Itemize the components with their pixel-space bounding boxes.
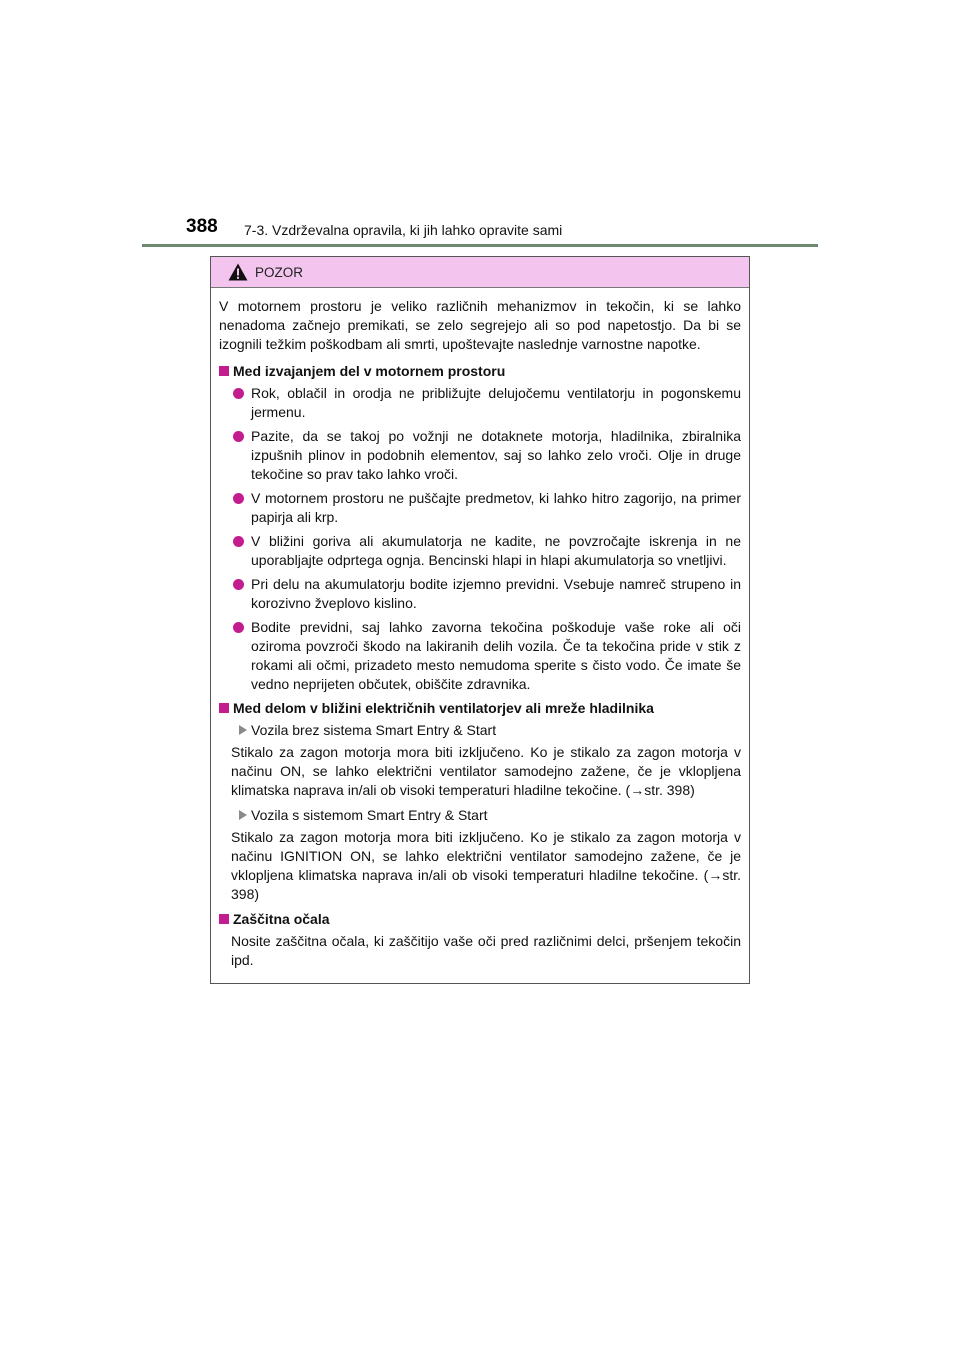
page-number: 388 — [186, 216, 218, 237]
section-title: 7-3. Vzdrževalna opravila, ki jih lahko opravite sami — [244, 222, 563, 238]
safety-glasses-text: Nosite zaščitna očala, ki zaščitijo vaše oči pred različnimi delci, pršenjem tekočin ipd. — [231, 933, 741, 968]
circle-bullet-icon — [233, 431, 244, 442]
triangle-arrow-icon — [239, 725, 247, 735]
variant-text: Stikalo za zagon motorja mora biti izključeno. Ko je stikalo za zagon motorja v načinu ON, se lahko električni ventilator samodejno zažene, če je vklopljena klimatska naprava in/ali ob visoki temperaturi hladilne tekočine. (→str. 398) — [231, 744, 741, 798]
caution-title: POZOR — [255, 265, 304, 280]
square-bullet-icon — [219, 703, 229, 713]
bullet-item — [219, 575, 741, 613]
bullet-text: Bodite previdni, saj lahko zavorna tekočina poškoduje vaše roke ali oči oziroma povzroči škodo na lakiranih delih vozila. Če ta tekočina pride v stik z rokami ali očmi, prizadeto mesto nemudoma sperite s čisto vodo. Če imate še vedno neprijeten občutek, obiščite zdravnika. — [251, 619, 741, 692]
bullet-item — [219, 427, 741, 484]
caution-header — [211, 257, 749, 288]
variant-text: Stikalo za zagon motorja mora biti izključeno. Ko je stikalo za zagon motorja v načinu IGNITION ON, se lahko električni ventilator samodejno zažene, če je vklopljena klimatska naprava in/ali ob visoki temperaturi hladilne tekočine. (→str. 398) — [231, 829, 741, 902]
header-rule — [142, 244, 818, 247]
square-bullet-icon — [219, 914, 229, 924]
bullet-item — [219, 618, 741, 694]
circle-bullet-icon — [233, 388, 244, 399]
circle-bullet-icon — [233, 622, 244, 633]
square-bullet-icon — [219, 366, 229, 376]
warning-triangle-icon — [228, 263, 248, 281]
caution-intro: V motornem prostoru je veliko različnih mehanizmov in tekočin, ki se lahko nenadoma začnejo premikati, se zelo segrejejo ali so pod napetostjo. Da bi se izognili težkim poškodbam ali smrti, upoštevajte naslednje varnostne napotke. — [219, 298, 741, 352]
variant-label-text: Vozila brez sistema Smart Entry & Start — [251, 722, 497, 738]
bullet-text: Pazite, da se takoj po vožnji ne dotaknete motorja, hladilnika, zbiralnika izpušnih plinov in podobnih elementov, saj so lahko zelo vroči. Olje in druge tekočine so prav tako lahko vroči. — [251, 428, 741, 482]
variant-label-text: Vozila s sistemom Smart Entry & Start — [251, 807, 488, 823]
bullet-text: V motornem prostoru ne puščajte predmetov, ki lahko hitro zagorijo, na primer papirja ali krp. — [251, 490, 741, 525]
circle-bullet-icon — [233, 579, 244, 590]
caution-box — [210, 256, 750, 984]
triangle-arrow-icon — [239, 810, 247, 820]
bullet-item — [219, 384, 741, 422]
bullet-text: Pri delu na akumulatorju bodite izjemno previdni. Vsebuje namreč strupeno in korozivno žveplovo kislino. — [251, 576, 741, 611]
bullet-item — [219, 532, 741, 570]
bullet-text: Rok, oblačil in orodja ne približujte delujočemu ventilatorju in pogonskemu jermenu. — [251, 385, 741, 420]
circle-bullet-icon — [233, 536, 244, 547]
bullet-text: V bližini goriva ali akumulatorja ne kadite, ne povzročajte iskrenja in ne uporabljajte odprtega ognja. Bencinski hlapi in hlapi akumulatorja so vnetljivi. — [251, 533, 741, 568]
caution-body — [211, 288, 749, 970]
section-heading — [219, 362, 741, 381]
vehicle-variant-label — [219, 806, 741, 825]
section-heading-text: Med izvajanjem del v motornem prostoru — [233, 363, 506, 379]
bullet-item — [219, 489, 741, 527]
page-header — [186, 214, 786, 244]
section-heading — [219, 699, 741, 718]
vehicle-variant-label — [219, 721, 741, 740]
section-heading-text: Zaščitna očala — [233, 911, 330, 927]
section-heading — [219, 910, 741, 929]
section-heading-text: Med delom v bližini električnih ventilatorjev ali mreže hladilnika — [233, 700, 654, 716]
circle-bullet-icon — [233, 493, 244, 504]
